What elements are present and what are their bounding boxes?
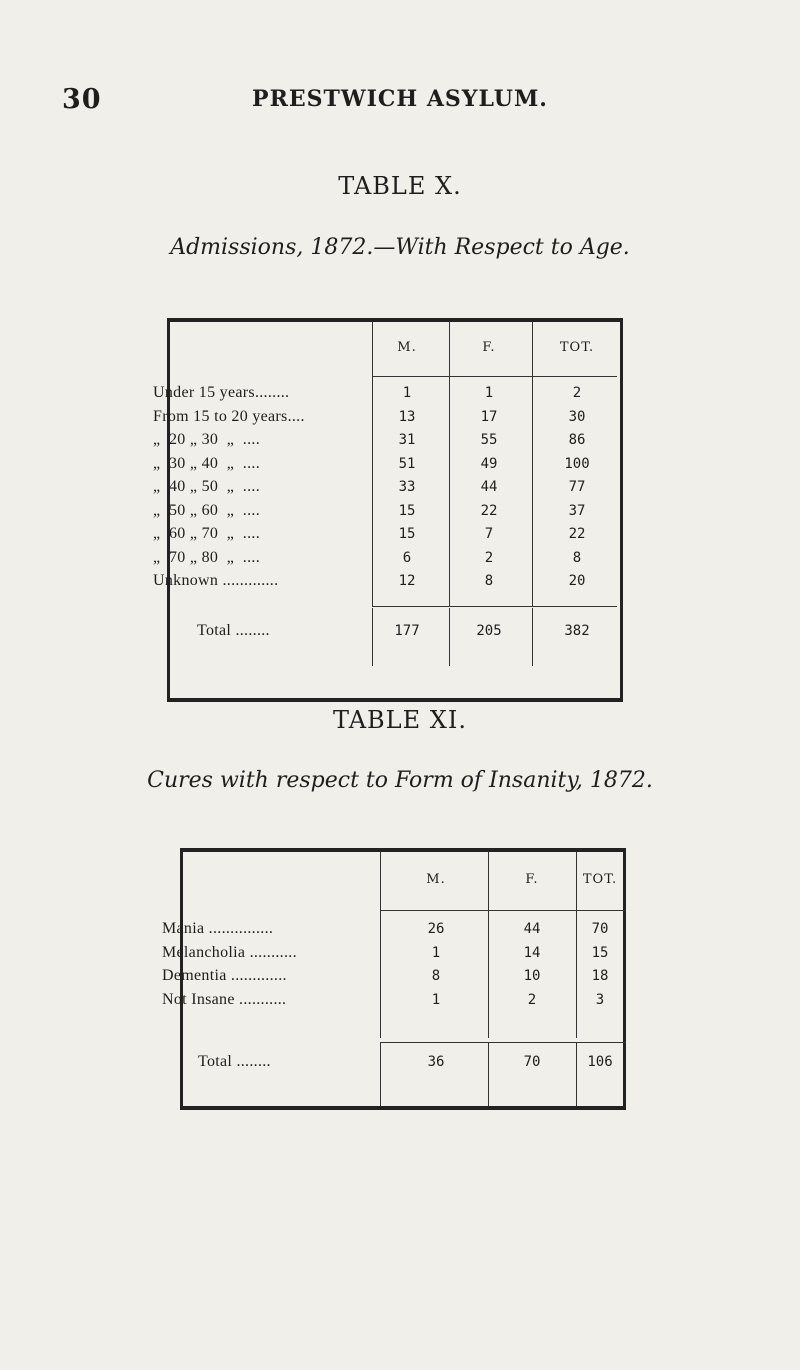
column-header-m: M. — [426, 872, 446, 887]
table-cell-m: 15 — [398, 502, 416, 519]
table-x-divider — [449, 608, 450, 666]
column-header-f: F. — [482, 340, 496, 355]
table-cell-m: 51 — [398, 455, 416, 472]
table-cell-tot: 8 — [572, 549, 582, 566]
table-row-label: Mania ............... — [162, 920, 274, 937]
table-row-label: „ 40 „ 50 „ .... — [153, 478, 261, 495]
table-cell-f: 14 — [523, 944, 541, 961]
column-header-tot: TOT. — [559, 340, 595, 355]
table-cell-f: 7 — [484, 526, 494, 542]
table-row-label: Not Insane ........... — [162, 990, 287, 1008]
total-cell-f: 205 — [476, 623, 502, 639]
total-cell-f: 70 — [523, 1054, 541, 1070]
table-xi-divider — [576, 1042, 577, 1106]
running-title: PRESTWICH ASYLUM. — [252, 86, 548, 112]
table-x-divider — [372, 606, 617, 607]
table-xi-divider — [380, 1042, 381, 1106]
table-cell-tot: 22 — [568, 526, 586, 542]
table-cell-f: 44 — [523, 921, 541, 937]
table-cell-m: 33 — [398, 479, 416, 495]
table-cell-m: 1 — [431, 944, 441, 961]
table-cell-m: 12 — [398, 573, 416, 589]
table-x-divider — [372, 322, 373, 376]
table-cell-f: 44 — [480, 479, 498, 495]
table-x-divider — [449, 322, 450, 376]
table-x-divider — [532, 376, 533, 606]
total-row-label: Total ........ — [198, 1053, 271, 1070]
table-row-label: Under 15 years........ — [153, 384, 290, 401]
table-cell-m: 8 — [431, 968, 441, 984]
table-x-divider — [372, 376, 617, 377]
table-xi — [162, 848, 626, 1110]
table-xi-divider — [488, 852, 489, 910]
table-cell-f: 2 — [527, 991, 537, 1008]
table-cell-m: 31 — [398, 432, 416, 448]
table-xi-divider — [380, 1042, 626, 1043]
table-cell-tot: 100 — [564, 455, 590, 472]
table-cell-f: 17 — [480, 408, 498, 425]
table-cell-f: 8 — [484, 573, 494, 589]
column-header-m: M. — [397, 340, 417, 355]
total-cell-m: 177 — [394, 623, 420, 639]
table-cell-tot: 86 — [568, 432, 586, 448]
table-cell-m: 26 — [427, 921, 445, 937]
total-cell-m: 36 — [427, 1054, 445, 1070]
page-number: 30 — [62, 84, 102, 115]
table-xi-divider — [488, 910, 489, 1038]
column-header-f: F. — [525, 872, 539, 887]
total-cell-tot: 106 — [587, 1054, 613, 1070]
table-cell-m: 1 — [402, 385, 412, 401]
table-cell-m: 1 — [431, 991, 441, 1008]
table-x-divider — [449, 376, 450, 606]
table-cell-tot: 37 — [568, 502, 586, 519]
table-cell-m: 13 — [398, 408, 416, 425]
table-xi-divider — [380, 852, 381, 910]
table-cell-m: 6 — [402, 549, 412, 566]
table-row-label: Dementia ............. — [162, 967, 287, 984]
table-x-divider — [532, 322, 533, 376]
table-row-label: „ 30 „ 40 „ .... — [153, 454, 261, 472]
table-cell-tot: 15 — [591, 944, 609, 961]
table-cell-tot: 18 — [591, 968, 609, 984]
table-xi-subtitle: Cures with respect to Form of Insanity, 1872. — [147, 768, 653, 793]
column-header-tot: TOT. — [582, 872, 618, 887]
table-x — [153, 318, 623, 702]
table-row-label: „ 70 „ 80 „ .... — [153, 548, 261, 566]
table-cell-m: 15 — [398, 526, 416, 542]
table-row-label: From 15 to 20 years.... — [153, 407, 305, 425]
table-x-subtitle: Admissions, 1872.—With Respect to Age. — [170, 235, 630, 260]
table-cell-f: 49 — [480, 455, 498, 472]
table-x-divider — [532, 608, 533, 666]
table-cell-f: 1 — [484, 385, 494, 401]
table-row-label: „ 20 „ 30 „ .... — [153, 431, 261, 448]
table-xi-divider — [380, 910, 626, 911]
table-xi-title: TABLE XI. — [333, 706, 467, 734]
table-x-divider — [372, 376, 373, 606]
table-cell-f: 55 — [480, 432, 498, 448]
table-cell-tot: 20 — [568, 573, 586, 589]
table-row-label: Melancholia ........... — [162, 943, 297, 961]
table-cell-tot: 77 — [568, 479, 586, 495]
table-x-divider — [372, 608, 373, 666]
table-xi-divider — [488, 1042, 489, 1106]
total-row-label: Total ........ — [197, 622, 270, 639]
table-row-label: „ 60 „ 70 „ .... — [153, 525, 261, 542]
table-cell-tot: 2 — [572, 385, 582, 401]
table-cell-f: 10 — [523, 968, 541, 984]
table-row-label: Unknown ............. — [153, 572, 279, 589]
table-cell-f: 2 — [484, 549, 494, 566]
table-cell-tot: 30 — [568, 408, 586, 425]
total-cell-tot: 382 — [564, 623, 590, 639]
table-x-title: TABLE X. — [338, 172, 462, 200]
table-row-label: „ 50 „ 60 „ .... — [153, 501, 261, 519]
table-cell-tot: 3 — [595, 991, 605, 1008]
table-cell-tot: 70 — [591, 921, 609, 937]
table-cell-f: 22 — [480, 502, 498, 519]
